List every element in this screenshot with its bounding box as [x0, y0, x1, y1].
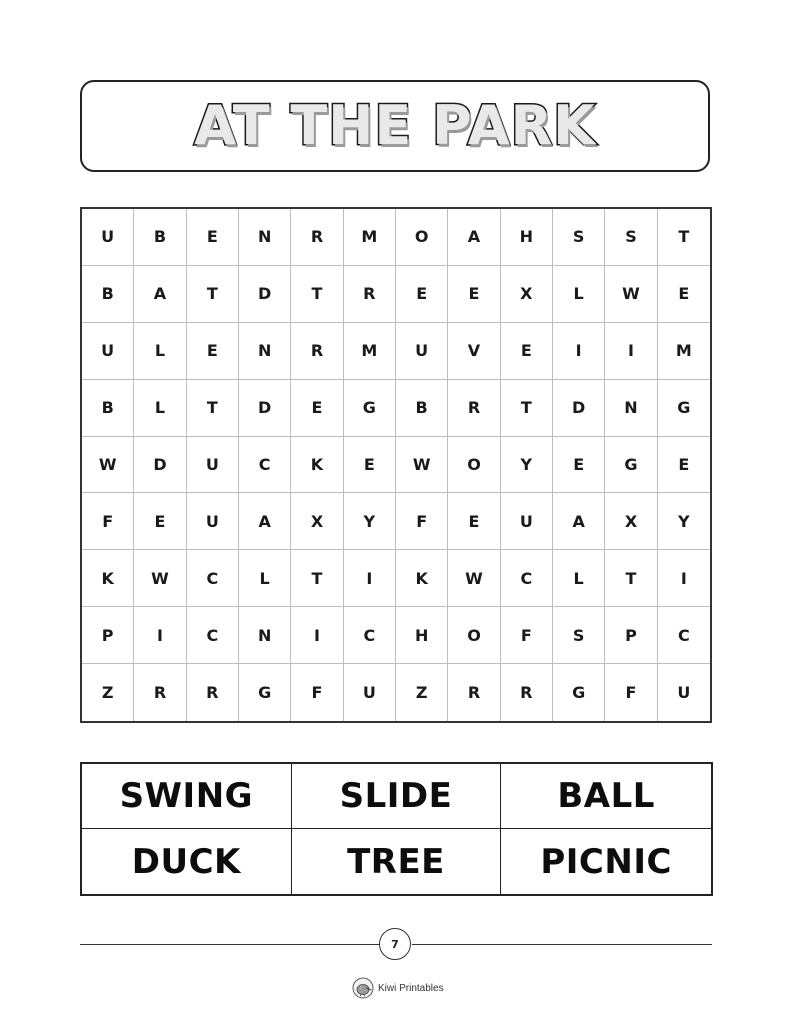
grid-cell[interactable]: E	[187, 323, 239, 380]
grid-cell[interactable]: I	[658, 550, 710, 607]
grid-cell[interactable]: H	[396, 607, 448, 664]
grid-cell[interactable]: A	[239, 493, 291, 550]
page-number-text: 7	[391, 937, 399, 951]
grid-cell[interactable]: Y	[658, 493, 710, 550]
grid-cell[interactable]: X	[605, 493, 657, 550]
grid-cell[interactable]: M	[658, 323, 710, 380]
kiwi-bird-icon	[352, 977, 374, 999]
grid-cell[interactable]: R	[187, 664, 239, 721]
grid-cell[interactable]: W	[605, 266, 657, 323]
grid-cell[interactable]: N	[239, 323, 291, 380]
grid-cell[interactable]: S	[553, 209, 605, 266]
grid-cell[interactable]: D	[239, 380, 291, 437]
word-bank-item: PICNIC	[540, 841, 672, 882]
grid-cell[interactable]: W	[82, 437, 134, 494]
grid-cell[interactable]: C	[344, 607, 396, 664]
grid-cell[interactable]: H	[501, 209, 553, 266]
grid-cell[interactable]: S	[605, 209, 657, 266]
grid-cell[interactable]: A	[448, 209, 500, 266]
grid-cell[interactable]: P	[82, 607, 134, 664]
grid-cell[interactable]: K	[396, 550, 448, 607]
grid-cell[interactable]: U	[344, 664, 396, 721]
grid-cell[interactable]: N	[605, 380, 657, 437]
grid-cell[interactable]: L	[239, 550, 291, 607]
grid-cell[interactable]: X	[291, 493, 343, 550]
grid-cell[interactable]: R	[344, 266, 396, 323]
grid-cell[interactable]: B	[134, 209, 186, 266]
word-search-grid	[80, 207, 712, 723]
grid-cell[interactable]: W	[396, 437, 448, 494]
grid-cell[interactable]: W	[134, 550, 186, 607]
grid-cell[interactable]: U	[82, 323, 134, 380]
grid-cell[interactable]: U	[187, 493, 239, 550]
grid-cell[interactable]: R	[501, 664, 553, 721]
grid-cell[interactable]: N	[239, 209, 291, 266]
grid-cell[interactable]: U	[396, 323, 448, 380]
grid-cell[interactable]: G	[605, 437, 657, 494]
grid-cell[interactable]: F	[396, 493, 448, 550]
grid-cell[interactable]: X	[501, 266, 553, 323]
grid-cell[interactable]: E	[291, 380, 343, 437]
grid-cell[interactable]: K	[82, 550, 134, 607]
grid-cell[interactable]: L	[553, 266, 605, 323]
grid-cell[interactable]: Y	[501, 437, 553, 494]
grid-cell[interactable]: R	[291, 209, 343, 266]
grid-cell[interactable]: D	[553, 380, 605, 437]
grid-cell[interactable]: T	[187, 380, 239, 437]
grid-cell[interactable]: L	[134, 380, 186, 437]
grid-cell[interactable]: M	[344, 209, 396, 266]
grid-cell[interactable]: N	[239, 607, 291, 664]
grid-cell[interactable]: V	[448, 323, 500, 380]
grid-cell[interactable]: A	[553, 493, 605, 550]
grid-cell[interactable]: K	[291, 437, 343, 494]
title-box	[80, 80, 710, 172]
grid-cell[interactable]: R	[291, 323, 343, 380]
grid-cell[interactable]: E	[344, 437, 396, 494]
word-bank-item: SLIDE	[292, 764, 502, 829]
grid-cell[interactable]: F	[605, 664, 657, 721]
grid-cell[interactable]: U	[677, 683, 691, 703]
grid-cell[interactable]: M	[344, 323, 396, 380]
grid-cell[interactable]: C	[501, 550, 553, 607]
grid-cell[interactable]: E	[553, 437, 605, 494]
grid-cell[interactable]: D	[134, 437, 186, 494]
grid-cell[interactable]: L	[134, 323, 186, 380]
grid-cell[interactable]: E	[448, 266, 500, 323]
grid-cell[interactable]: C	[187, 550, 239, 607]
grid-cell[interactable]: F	[501, 607, 553, 664]
grid-cell[interactable]: C	[658, 607, 710, 664]
grid-cell[interactable]: C	[187, 607, 239, 664]
grid-cell[interactable]: G	[239, 664, 291, 721]
grid-cell[interactable]: T	[605, 550, 657, 607]
footer-divider-left	[80, 944, 380, 945]
grid-cell[interactable]: Z	[82, 664, 134, 721]
page-title: AT THE PARK	[194, 94, 596, 157]
grid-cell[interactable]: I	[291, 607, 343, 664]
grid-cell[interactable]: T	[658, 209, 710, 266]
grid-cell[interactable]: E	[501, 323, 553, 380]
grid-cell[interactable]: G	[344, 380, 396, 437]
grid-cell[interactable]: E	[187, 209, 239, 266]
grid-cell[interactable]: B	[82, 380, 134, 437]
grid-cell[interactable]: I	[134, 607, 186, 664]
grid-cell[interactable]: G	[658, 380, 710, 437]
brand-footer	[352, 977, 444, 999]
grid-cell[interactable]: F	[291, 664, 343, 721]
grid-cell[interactable]: B	[82, 266, 134, 323]
grid-cell[interactable]: C	[239, 437, 291, 494]
grid-cell[interactable]: L	[553, 550, 605, 607]
word-bank-item: BALL	[501, 764, 711, 829]
grid-cell[interactable]: A	[134, 266, 186, 323]
grid-cell[interactable]: E	[658, 437, 710, 494]
word-bank-item: TREE	[292, 829, 502, 894]
word-bank	[80, 762, 713, 896]
grid-cell[interactable]: I	[553, 323, 605, 380]
word-bank-item: DUCK	[82, 829, 292, 894]
page-number	[379, 928, 411, 960]
grid-cell[interactable]: E	[448, 493, 500, 550]
grid-cell[interactable]: I	[344, 550, 396, 607]
footer-divider-right	[412, 944, 712, 945]
grid-cell[interactable]: S	[553, 607, 605, 664]
grid-cell[interactable]: T	[501, 380, 553, 437]
grid-cell[interactable]: T	[291, 266, 343, 323]
grid-cell[interactable]: Z	[396, 664, 448, 721]
grid-cell[interactable]: E	[396, 266, 448, 323]
grid-cell[interactable]: P	[605, 607, 657, 664]
grid-cell[interactable]: E	[134, 493, 186, 550]
brand-name: Kiwi Printables	[378, 982, 444, 994]
grid-cell[interactable]: R	[134, 664, 186, 721]
grid-cell[interactable]: B	[396, 380, 448, 437]
grid-cell[interactable]: O	[448, 607, 500, 664]
grid-cell[interactable]: I	[605, 323, 657, 380]
grid-cell[interactable]: R	[448, 380, 500, 437]
grid-cell[interactable]: G	[553, 664, 605, 721]
grid-cell[interactable]: R	[448, 664, 500, 721]
grid-cell[interactable]: D	[239, 266, 291, 323]
grid-cell[interactable]: U	[82, 209, 134, 266]
word-bank-item: SWING	[82, 764, 292, 829]
grid-cell[interactable]: U	[187, 437, 239, 494]
grid-cell[interactable]: U	[501, 493, 553, 550]
grid-cell[interactable]: F	[82, 493, 134, 550]
grid-cell[interactable]: Y	[344, 493, 396, 550]
grid-cell[interactable]: E	[658, 266, 710, 323]
grid-cell[interactable]: T	[291, 550, 343, 607]
grid-cell[interactable]: O	[396, 209, 448, 266]
grid-cell[interactable]: O	[448, 437, 500, 494]
grid-cell[interactable]: W	[448, 550, 500, 607]
grid-cell[interactable]: T	[187, 266, 239, 323]
